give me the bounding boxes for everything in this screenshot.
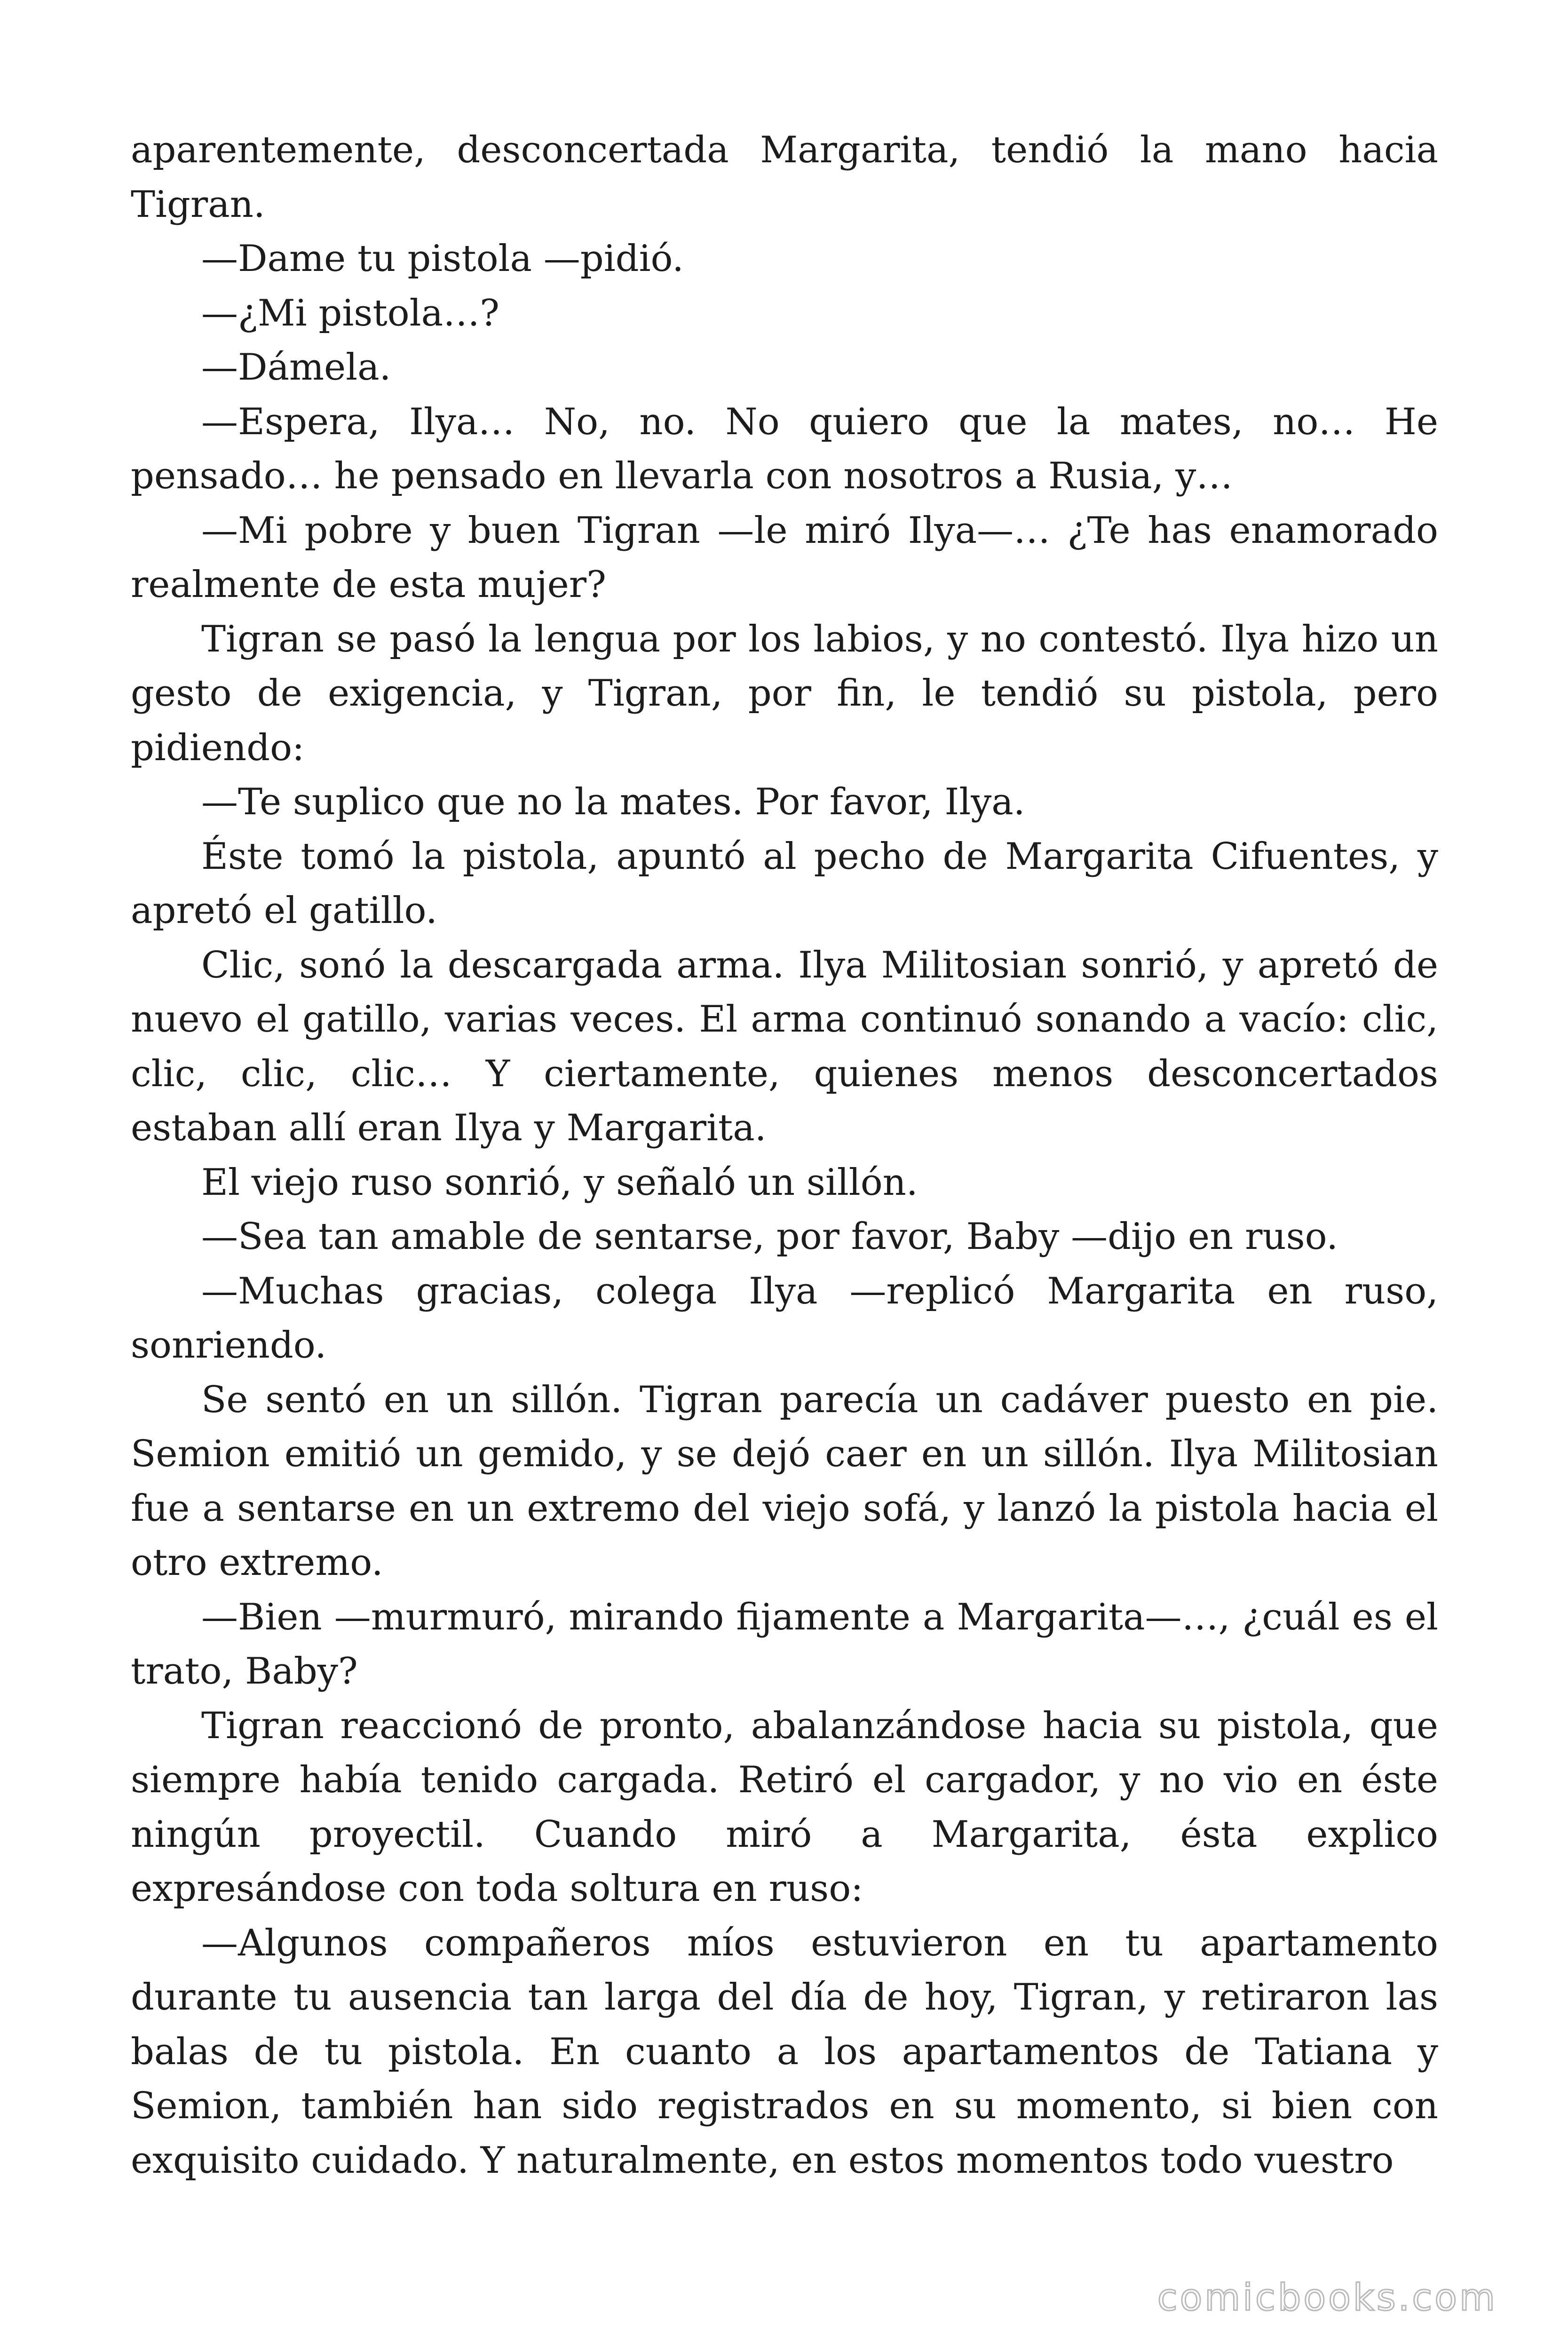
page-body xyxy=(131,123,1438,2188)
paragraph: —Sea tan amable de sentarse, por favor, Baby —dijo en ruso. xyxy=(201,1216,1338,1258)
paragraph: —Algunos compañeros míos estuvieron en tu apartamento durante tu ausencia tan larga del día de hoy, Tigran, y retiraron las balas de tu pistola. En cuanto a los apartamentos de Tatiana y Semion, también han sido registrados en su momento, si bien con exquisito cuidado. Y naturalmente, en estos momentos todo vuestro xyxy=(131,1922,1438,2182)
paragraph: —¿Mi pistola…? xyxy=(201,292,499,334)
paragraph: —Bien —murmuró, mirando fijamente a Margarita—…, ¿cuál es el trato, Baby? xyxy=(131,1596,1438,1692)
watermark: comicbooks.com xyxy=(1157,2277,1497,2319)
paragraph: —Espera, Ilya… No, no. No quiero que la mates, no… He pensado… he pensado en llevarla con nosotros a Rusia, y… xyxy=(131,400,1438,497)
paragraph: Tigran se pasó la lengua por los labios, y no contestó. Ilya hizo un gesto de exigencia, y Tigran, por fin, le tendió su pistola, pero pidiendo: xyxy=(131,618,1438,769)
paragraph: Tigran reaccionó de pronto, abalanzándose hacia su pistola, que siempre había tenido cargada. Retiró el cargador, y no vio en éste ningún proyectil. Cuando miró a Margarita, ésta explico expresándose con toda soltura en ruso: xyxy=(131,1704,1438,1910)
paragraph: —Dámela. xyxy=(201,346,391,389)
paragraph: Se sentó en un sillón. Tigran parecía un cadáver puesto en pie. Semion emitió un gemido, y se dejó caer en un sillón. Ilya Militosian fue a sentarse en un extremo del viejo sofá, y lanzó la pistola hacia el otro extremo. xyxy=(131,1378,1438,1584)
paragraph: —Te suplico que no la mates. Por favor, Ilya. xyxy=(201,781,1025,823)
paragraph: —Dame tu pistola —pidió. xyxy=(201,238,684,280)
paragraph: —Muchas gracias, colega Ilya —replicó Margarita en ruso, sonriendo. xyxy=(131,1270,1438,1367)
paragraph: Clic, sonó la descargada arma. Ilya Militosian sonrió, y apretó de nuevo el gatillo, varias veces. El arma continuó sonando a vacío: clic, clic, clic, clic… Y ciertamente, quienes menos desconcertados estaban allí eran Ilya y Margarita. xyxy=(131,944,1438,1149)
paragraph: El viejo ruso sonrió, y señaló un sillón. xyxy=(201,1161,918,1204)
paragraph: Éste tomó la pistola, apuntó al pecho de Margarita Cifuentes, y apretó el gatillo. xyxy=(131,835,1438,932)
paragraph: aparentemente, desconcertada Margarita, tendió la mano hacia Tigran. xyxy=(131,129,1438,226)
paragraph: —Mi pobre y buen Tigran —le miró Ilya—… ¿Te has enamorado realmente de esta mujer? xyxy=(131,509,1438,606)
